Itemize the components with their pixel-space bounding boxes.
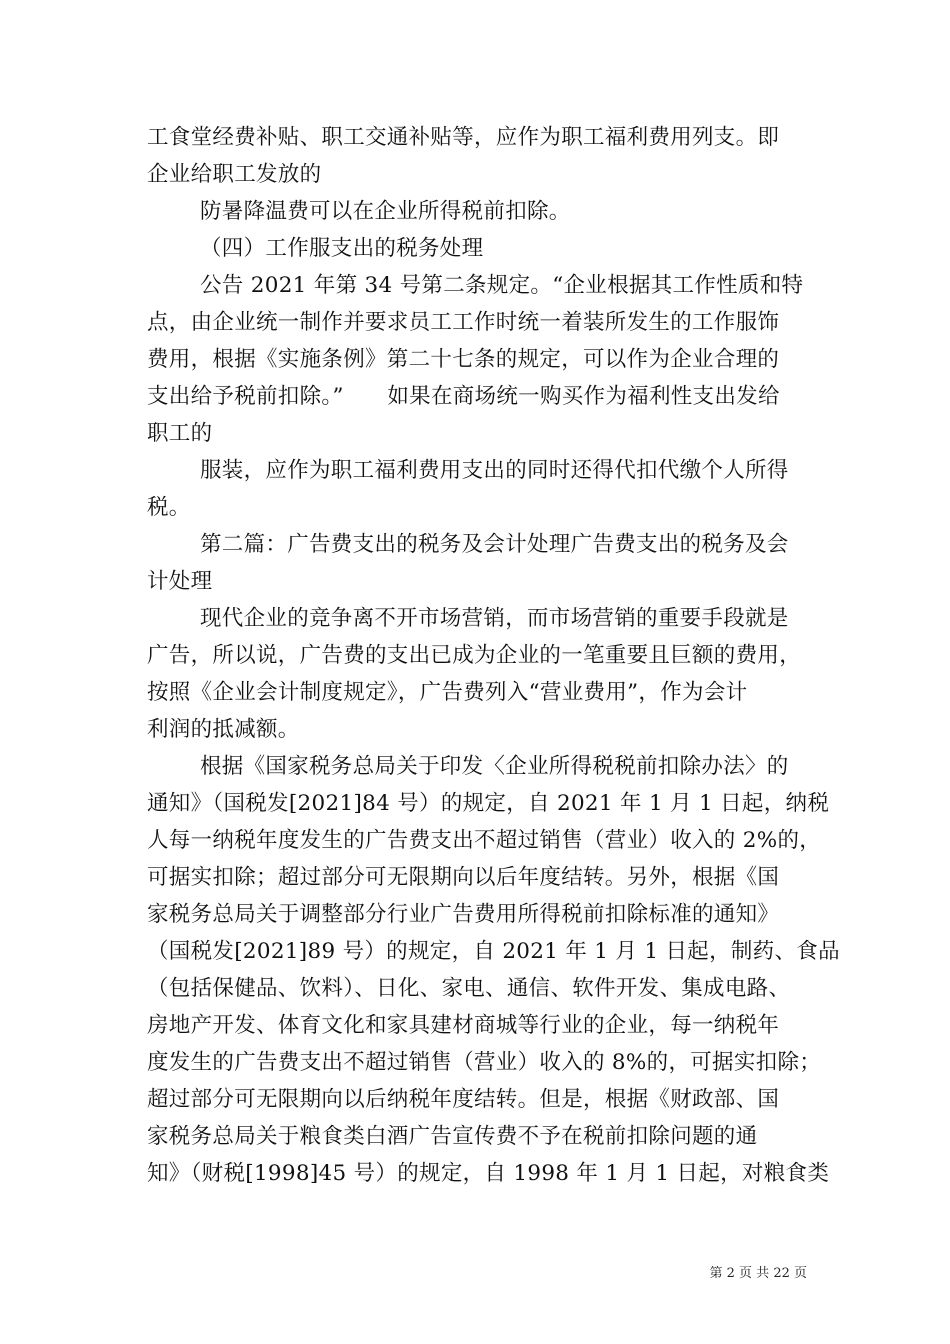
text-line: 现代企业的竞争离不开市场营销，而市场营销的重要手段就是 (200, 606, 789, 631)
text-line: 知》（财税[1998]45 号）的规定，自 1998 年 1 月 1 日起，对粮食类 (147, 1161, 830, 1186)
text-line: 按照《企业会计制度规定》，广告费列入“营业费用”，作为会计 (147, 680, 748, 705)
text-line: 家税务总局关于调整部分行业广告费用所得税前扣除标准的通知》 (147, 902, 780, 927)
text-line: 工食堂经费补贴、职工交通补贴等，应作为职工福利费用列支。即 (147, 125, 780, 150)
text-line: 度发生的广告费支出不超过销售（营业）收入的 8%的，可据实扣除； (147, 1050, 822, 1075)
text-line: 公告 2021 年第 34 号第二条规定。“企业根据其工作性质和特 (200, 273, 804, 298)
section-heading: （四）工作服支出的税务处理 (200, 236, 484, 261)
text-line: （包括保健品、饮料）、日化、家电、通信、软件开发、集成电路、 (147, 976, 791, 1001)
page-number: 第 2 页 共 22 页 (709, 1266, 807, 1281)
text-line: 人每一纳税年度发生的广告费支出不超过销售（营业）收入的 2%的， (147, 828, 822, 853)
chapter-title: 计处理 (147, 569, 213, 594)
text-line: 超过部分可无限期向以后纳税年度结转。但是，根据《财政部、国 (147, 1087, 780, 1112)
text-line: 房地产开发、体育文化和家具建材商城等行业的企业，每一纳税年 (147, 1013, 780, 1038)
text-line: 可据实扣除；超过部分可无限期向以后年度结转。另外，根据《国 (147, 865, 780, 890)
text-line: 职工的 (147, 421, 213, 446)
text-line: 点，由企业统一制作并要求员工工作时统一着装所发生的工作服饰 (147, 310, 780, 335)
text-line: 企业给职工发放的 (147, 162, 322, 187)
text-line: 支出给予税前扣除。” 如果在商场统一购买作为福利性支出发给 (147, 384, 780, 409)
text-line: 税。 (147, 495, 191, 520)
text-line: 利润的抵减额。 (147, 717, 300, 742)
text-line: 家税务总局关于粮食类白酒广告宣传费不予在税前扣除问题的通 (147, 1124, 758, 1149)
text-line: （国税发[2021]89 号）的规定，自 2021 年 1 月 1 日起，制药、食品 (147, 939, 840, 964)
text-line: 费用，根据《实施条例》第二十七条的规定，可以作为企业合理的 (147, 347, 780, 372)
text-line: 通知》（国税发[2021]84 号）的规定，自 2021 年 1 月 1 日起，纳税 (147, 791, 830, 816)
text-line: 防暑降温费可以在企业所得税前扣除。 (200, 199, 571, 224)
text-line: 服装，应作为职工福利费用支出的同时还得代扣代缴个人所得 (200, 458, 789, 483)
text-line: 广告，所以说，广告费的支出已成为企业的一笔重要且巨额的费用， (147, 643, 802, 668)
chapter-title: 第二篇：广告费支出的税务及会计处理广告费支出的税务及会 (200, 532, 789, 557)
text-line: 根据《国家税务总局关于印发〈企业所得税税前扣除办法〉的 (200, 754, 789, 779)
